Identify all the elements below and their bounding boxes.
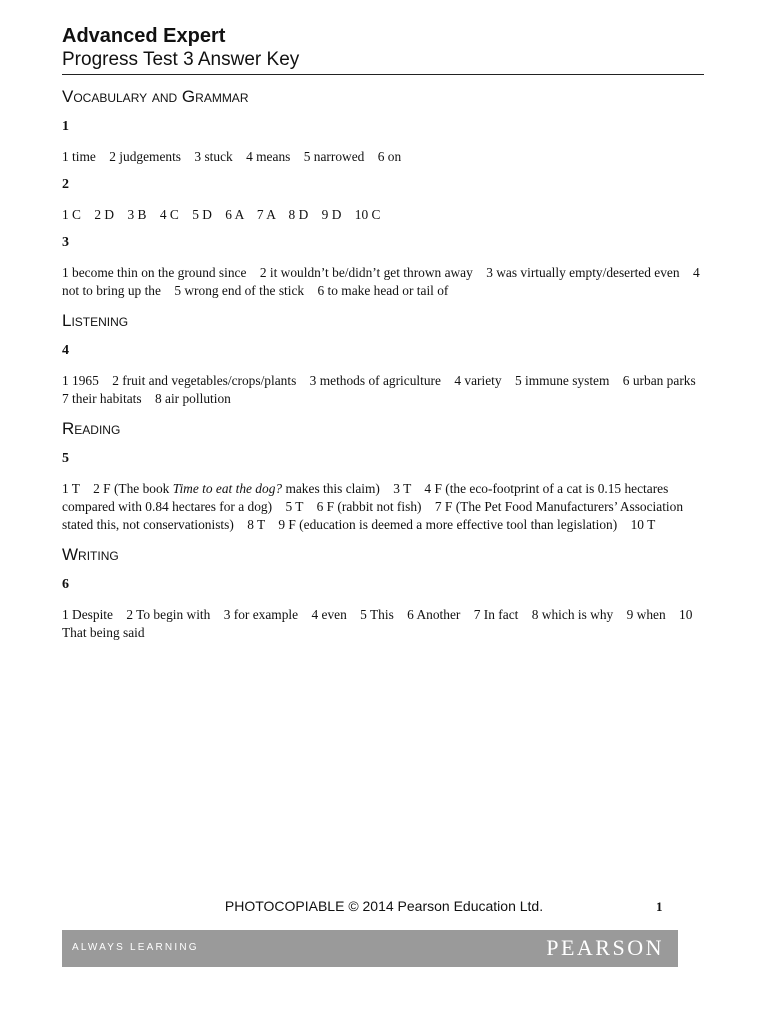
question-answers: 1 Despite 2 To begin with 3 for example 4 even 5 This 6 Another 7 In fact 8 which is why 9 when 10 That being said — [62, 607, 696, 640]
copyright-notice: PHOTOCOPIABLE © 2014 Pearson Education Ltd. — [224, 898, 544, 914]
document-subtitle: Progress Test 3 Answer Key — [62, 49, 300, 70]
section-heading-writing: Writing — [62, 545, 119, 564]
question-answers: 1 time 2 judgements 3 stuck 4 means 5 narrowed 6 on — [62, 149, 402, 164]
answer-content — [62, 86, 710, 642]
brand-bar — [62, 930, 678, 967]
book-title: Time to eat the dog? — [172, 481, 283, 496]
document-title: Advanced Expert — [62, 25, 226, 47]
pearson-logo: PEARSON — [546, 935, 664, 960]
question-answers: 1 become thin on the ground since 2 it wouldn’t be/didn’t get thrown away 3 was virtually empty/deserted even 4 not to bring up the 5 wrong end of the stick 6 to make head or tail of — [62, 265, 704, 298]
header-divider — [62, 74, 704, 75]
question-number: 2 — [62, 177, 69, 192]
section-heading-reading: Reading — [62, 419, 121, 438]
question-number: 4 — [62, 343, 69, 358]
section-heading-listening: Listening — [62, 311, 129, 330]
section-heading-vocabulary-grammar: Vocabulary and Grammar — [62, 87, 249, 106]
question-number: 1 — [62, 119, 69, 134]
question-answers: 1 1965 2 fruit and vegetables/crops/plants 3 methods of agriculture 4 variety 5 immune system 6 urban parks 7 their habitats 8 air pollution — [62, 373, 710, 406]
answers-text-part: 1 T 2 F (The book — [62, 481, 173, 496]
document-header — [62, 24, 704, 72]
question-answers — [62, 480, 707, 534]
question-number: 3 — [62, 235, 69, 250]
question-number: 5 — [62, 451, 69, 466]
question-number: 6 — [62, 577, 69, 592]
page-number: 1 — [656, 899, 663, 914]
brand-tagline: ALWAYS LEARNING — [72, 942, 199, 953]
question-answers: 1 C 2 D 3 B 4 C 5 D 6 A 7 A 8 D 9 D 10 C — [62, 207, 381, 222]
answers-text-part: makes this claim) 3 T 4 F (the eco-footprint of a cat is 0.15 hectares compared with 0.84 hectares for a dog) 5 T 6 F (rabbit not fish) 7 F (The Pet Food Manufacturers’ Association stated this, not conservationists) 8 T 9 F (education is deemed a more effective tool than legislation) 10 T — [62, 481, 687, 532]
